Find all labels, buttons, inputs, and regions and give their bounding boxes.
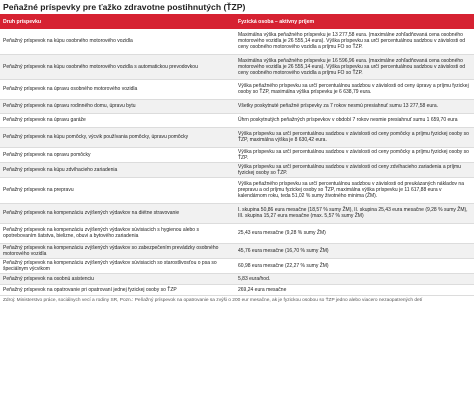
table-row	[0, 162, 474, 177]
row-value: 269,24 eura mesačne	[235, 284, 474, 295]
column-header-amount: Fyzická osoba – aktívny príjem	[235, 14, 474, 29]
row-value: Výška príspevku sa určí percentuálnou sadzbou v závislosti od ceny pomôcky a príjmu fyzickej osoby so ŤZP.	[235, 147, 474, 162]
row-value: Výška príspevku sa určí percentuálnou sadzbou v závislosti od ceny zdvíhacieho zariadenia a príjmu fyzickej osoby so ŤZP.	[235, 162, 474, 177]
row-value: Maximálna výška peňažného príspevku je 16 596,96 eura. (maximálne zohľadňovaná cena osobného motorového vozidla je 26 555,14 eura). Výška príspevku sa určí percentuálnou sadzbou v závislosti od ceny osobného motorového vozidla a príjmu FO so ŤZP.	[235, 54, 474, 79]
row-value: Výška príspevku sa určí percentuálnou sadzbou v závislosti od ceny pomôcky a príjmu fyzickej osoby so ŤZP, maximálna výška je 8 630,42 eura.	[235, 127, 474, 147]
row-value: I. skupina 50,86 eura mesačne (18,57 % sumy ŽM), II. skupina 25,43 eura mesačne (9,28 % sumy ŽM), III. skupina 15,27 eura mesačne (max. 5,57 % sumy ŽM)	[235, 203, 474, 223]
row-label: Peňažný príspevok na kompenzáciu zvýšených výdavkov so zabezpečením prevádzky osobného motorového vozidla	[0, 243, 235, 258]
row-value: 45,76 eura mesačne (16,70 % sumy ŽM)	[235, 243, 474, 258]
row-label: Peňažný príspevok na kúpu zdvíhacieho zariadenia	[0, 162, 235, 177]
row-label: Peňažný príspevok na opatrovanie pri opatrovaní jednej fyzickej osoby so ŤZP	[0, 284, 235, 295]
table-row	[0, 54, 474, 79]
row-label: Peňažný príspevok na úpravu rodinného domu, úpravu bytu	[0, 99, 235, 113]
table-row	[0, 147, 474, 162]
row-label: Peňažný príspevok na kompenzáciu zvýšených výdavkov súvisiacich so starostlivosťou o psa so špeciálnym výcvikom	[0, 258, 235, 273]
row-value: 25,43 eura mesačne (9,28 % sumy ŽM)	[235, 223, 474, 243]
table-row	[0, 273, 474, 284]
header-row	[0, 14, 474, 29]
allowances-table	[0, 14, 474, 296]
row-label: Peňažný príspevok na osobnú asistenciu	[0, 273, 235, 284]
row-value: 60,98 eura mesačne (22,27 % sumy ŽM)	[235, 258, 474, 273]
table-row	[0, 29, 474, 54]
row-value: Všetky poskytnuté peňažné príspevky za 7 rokov nesmú presiahnuť sumu 13 277,58 eura.	[235, 99, 474, 113]
table-row	[0, 243, 474, 258]
row-label: Peňažný príspevok na kompenzáciu zvýšených výdavkov na diétne stravovanie	[0, 203, 235, 223]
source-note: Zdroj: Ministerstvo práce, sociálnych vecí a rodiny SR, Pozn.: Peňažný príspevok na opatrovanie sa zvýši o 200 eur mesačne, ak je fyzickou osobou so ŤZP jedno alebo viacero nezaopatrených detí	[3, 297, 423, 303]
row-label: Peňažný príspevok na opravu pomôcky	[0, 147, 235, 162]
table-title: Peňažné príspevky pre ťažko zdravotne postihnutých (ŤZP)	[3, 2, 246, 12]
table-row	[0, 203, 474, 223]
table-row	[0, 177, 474, 203]
table-row	[0, 258, 474, 273]
table-row	[0, 113, 474, 127]
table-row	[0, 223, 474, 243]
table-row	[0, 284, 474, 295]
table-row	[0, 127, 474, 147]
table-row	[0, 79, 474, 99]
row-label: Peňažný príspevok na kúpu pomôcky, výcvik používania pomôcky, úpravu pomôcky	[0, 127, 235, 147]
row-value: 5,83 eura/hod.	[235, 273, 474, 284]
row-value: Výška peňažného príspevku sa určí percentuálnou sadzbou v závislosti od preukázaných nákladov na prepravu a od príjmu fyzickej osoby so ŤZP, maximálna výška príspevku je 11 617,88 eura v kalendárnom roku, teda 51,02 % sumy životného minima (ŽM).	[235, 177, 474, 203]
row-label: Peňažný príspevok na kúpu osobného motorového vozidla	[0, 29, 235, 54]
column-header-type: Druh príspevku	[0, 14, 235, 29]
row-value: Maximálna výška peňažného príspevku je 13 277,58 eura. (maximálne zohľadňovaná cena osobného motorového vozidla je 26 555,14 eura). Výška príspevku sa určí percentuálnou sadzbou v závislosti od ceny osobného motorového vozidla a príjmu FO so ŤZP.	[235, 29, 474, 54]
row-label: Peňažný príspevok na kompenzáciu zvýšených výdavkov súvisiacich s hygienou alebo s opotrebovaním šatstva, bielizne, obuvi a bytového zariadenia	[0, 223, 235, 243]
row-value: Úhrn poskytnutých peňažných príspevkov v období 7 rokov nesmie presiahnuť sumu 1 659,70 eura	[235, 113, 474, 127]
row-label: Peňažný príspevok na úpravu garáže	[0, 113, 235, 127]
row-label: Peňažný príspevok na kúpu osobného motorového vozidla s automatickou prevodovkou	[0, 54, 235, 79]
row-label: Peňažný príspevok na prepravu	[0, 177, 235, 203]
row-value: Výška peňažného príspevku sa určí percentuálnou sadzbou v závislosti od ceny úpravy a príjmu fyzickej osoby so ŤZP, maximálna výška príspevku je 6 638,79 eura.	[235, 79, 474, 99]
row-label: Peňažný príspevok na úpravu osobného motorového vozidla	[0, 79, 235, 99]
table-row	[0, 99, 474, 113]
